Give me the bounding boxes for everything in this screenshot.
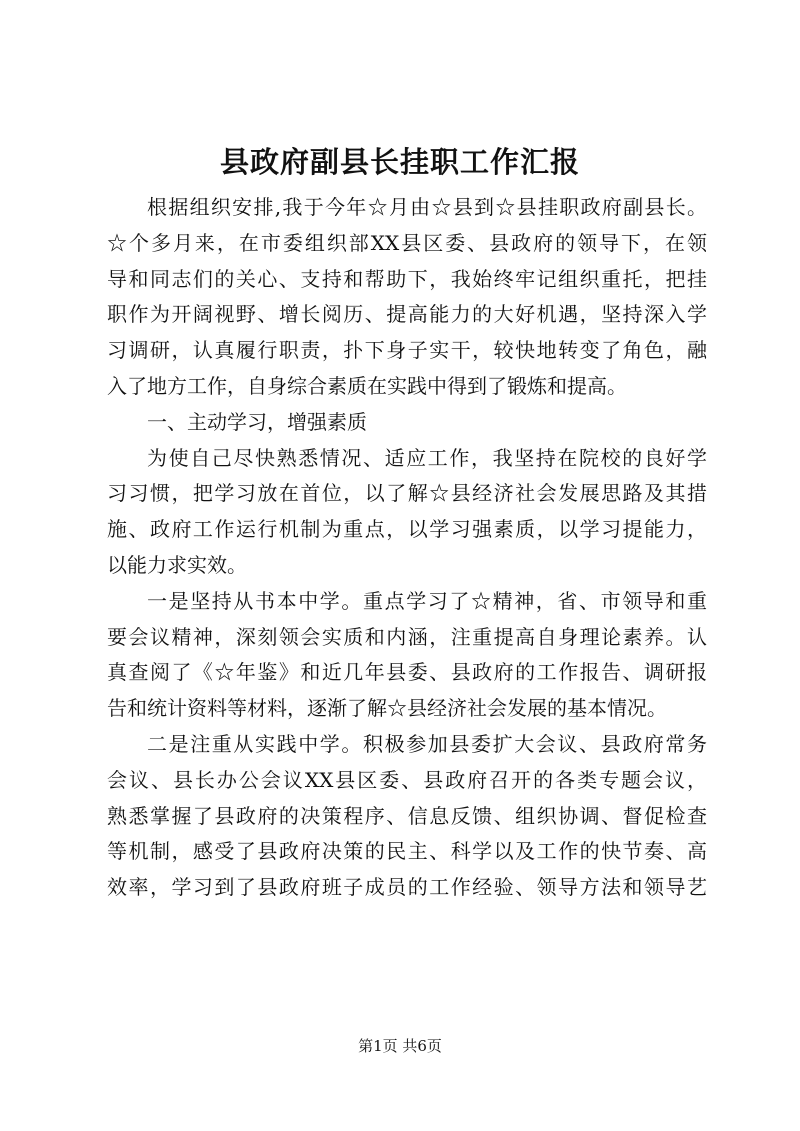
body-line: 告和统计资料等材料，逐渐了解☆县经济社会发展的基本情况。	[107, 696, 667, 721]
body-line: 一、主动学习，增强素质	[147, 409, 367, 434]
body-line: 要会议精神，深刻领会实质和内涵，注重提高自身理论素养。认	[107, 624, 707, 649]
document-title: 县政府副县长挂职工作汇报	[219, 145, 580, 179]
body-line: 等机制，感受了县政府决策的民主、科学以及工作的快节奏、高	[107, 839, 707, 864]
body-line: 会议、县长办公会议XX县区委、县政府召开的各类专题会议，	[107, 767, 707, 792]
document-body	[107, 190, 707, 906]
body-line: 以能力求实效。	[107, 552, 247, 577]
body-line: ☆个多月来，在市委组织部XX县区委、县政府的领导下，在领	[107, 230, 707, 255]
body-line: 职作为开阔视野、增长阅历、提高能力的大好机遇，坚持深入学	[107, 302, 707, 327]
body-line: 熟悉掌握了县政府的决策程序、信息反馈、组织协调、督促检查	[107, 803, 707, 828]
body-line: 导和同志们的关心、支持和帮助下，我始终牢记组织重托，把挂	[107, 266, 707, 291]
page-footer: 第1页 共6页	[358, 1037, 442, 1055]
body-line: 入了地方工作，自身综合素质在实践中得到了锻炼和提高。	[107, 373, 627, 398]
body-line: 效率，学习到了县政府班子成员的工作经验、领导方法和领导艺	[107, 875, 707, 900]
body-line: 二是注重从实践中学。积极参加县委扩大会议、县政府常务	[147, 731, 707, 756]
body-line: 习调研，认真履行职责，扑下身子实干，较快地转变了角色，融	[107, 338, 707, 363]
body-line: 一是坚持从书本中学。重点学习了☆精神，省、市领导和重	[147, 588, 707, 613]
body-line: 习习惯，把学习放在首位，以了解☆县经济社会发展思路及其措	[107, 481, 707, 506]
body-line: 施、政府工作运行机制为重点，以学习强素质，以学习提能力，	[107, 517, 707, 542]
body-line: 真查阅了《☆年鉴》和近几年县委、县政府的工作报告、调研报	[107, 660, 707, 685]
body-line: 为使自己尽快熟悉情况、适应工作，我坚持在院校的良好学	[147, 445, 707, 470]
body-line: 根据组织安排,我于今年☆月由☆县到☆县挂职政府副县长。	[147, 195, 707, 219]
